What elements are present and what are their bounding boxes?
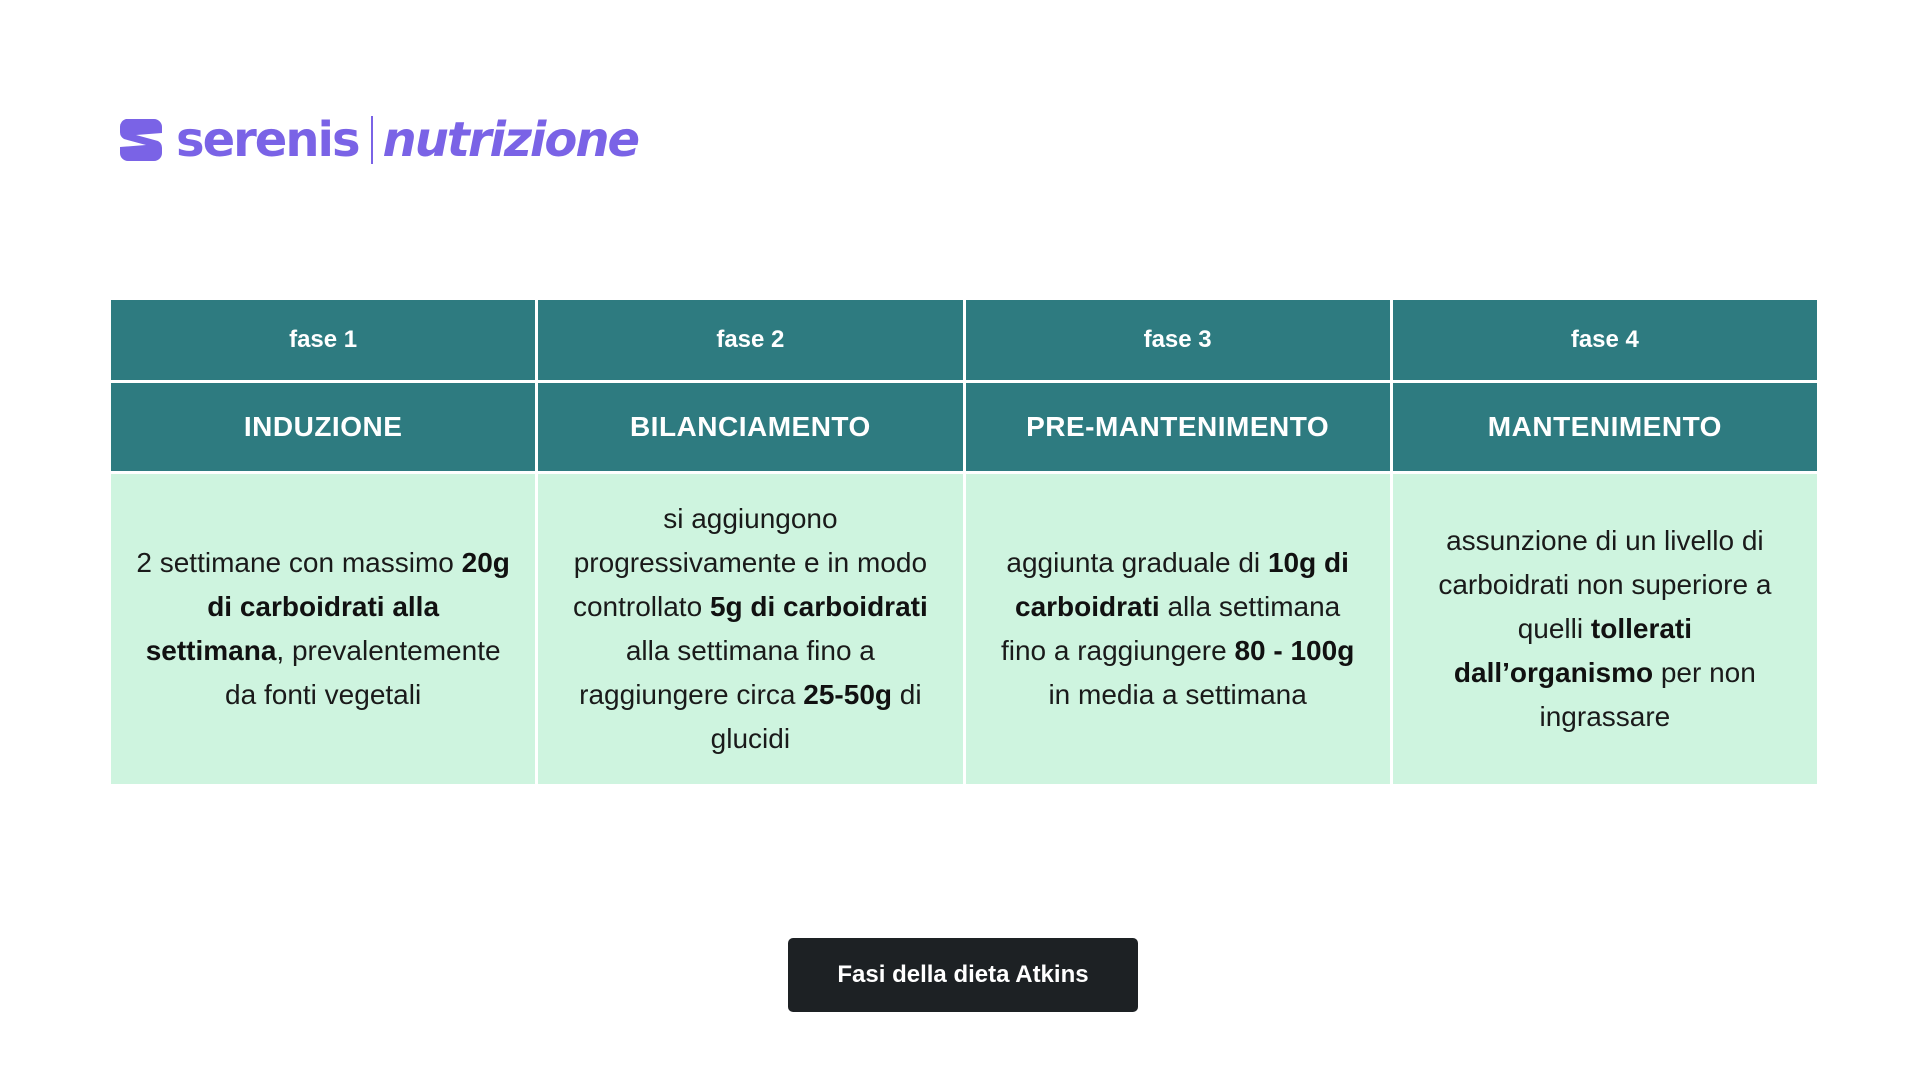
desc-bold: 80 - 100g: [1234, 635, 1355, 666]
desc-text: per non ingrassare: [1539, 657, 1756, 732]
logo-separator: [371, 116, 373, 164]
logo-sub-text: nutrizione: [382, 112, 639, 168]
desc-bold: 20g di carboidrati alla settimana: [145, 547, 510, 666]
phase-3-description: [964, 473, 1391, 786]
phase-4-label: fase 4: [1391, 299, 1818, 382]
desc-text: aggiunta graduale di: [1006, 547, 1268, 578]
desc-text: in media a settimana: [1048, 679, 1307, 710]
desc-text: assunzione di un livello di carboidrati non superiore a quelli: [1438, 525, 1772, 644]
phase-1-label: fase 1: [110, 299, 537, 382]
desc-bold: 5g di carboidrati: [709, 591, 928, 622]
desc-text: di glucidi: [710, 679, 922, 754]
desc-text: alla settimana fino a raggiungere circa: [579, 635, 875, 710]
phase-1-name: INDUZIONE: [110, 382, 537, 473]
phase-number-row: [110, 299, 1819, 382]
desc-bold: 10g di carboidrati: [1015, 547, 1349, 622]
caption-label: Fasi della dieta Atkins: [788, 938, 1138, 1012]
atkins-phases-table: [108, 297, 1820, 787]
phase-2-name: BILANCIAMENTO: [537, 382, 964, 473]
desc-bold: 25-50g: [803, 679, 892, 710]
desc-bold: tollerati dall’organismo: [1453, 613, 1693, 688]
phase-4-description: [1391, 473, 1818, 786]
desc-text: , prevalentemente da fonti vegetali: [225, 635, 501, 710]
phase-4-name: MANTENIMENTO: [1391, 382, 1818, 473]
phase-2-label: fase 2: [537, 299, 964, 382]
desc-text: alla settimana fino a raggiungere: [1000, 591, 1341, 666]
desc-text: 2 settimane con massimo: [136, 547, 462, 578]
phase-1-description: [110, 473, 537, 786]
logo-brand-text: serenis: [176, 112, 359, 168]
desc-text: si aggiungono progressivamente e in modo controllato: [572, 503, 928, 622]
phase-description-row: [110, 473, 1819, 786]
serenis-logo: [116, 112, 638, 168]
phase-3-name: PRE-MANTENIMENTO: [964, 382, 1391, 473]
phase-name-row: [110, 382, 1819, 473]
phase-2-description: [537, 473, 964, 786]
serenis-s-icon: [116, 115, 166, 165]
phase-3-label: fase 3: [964, 299, 1391, 382]
